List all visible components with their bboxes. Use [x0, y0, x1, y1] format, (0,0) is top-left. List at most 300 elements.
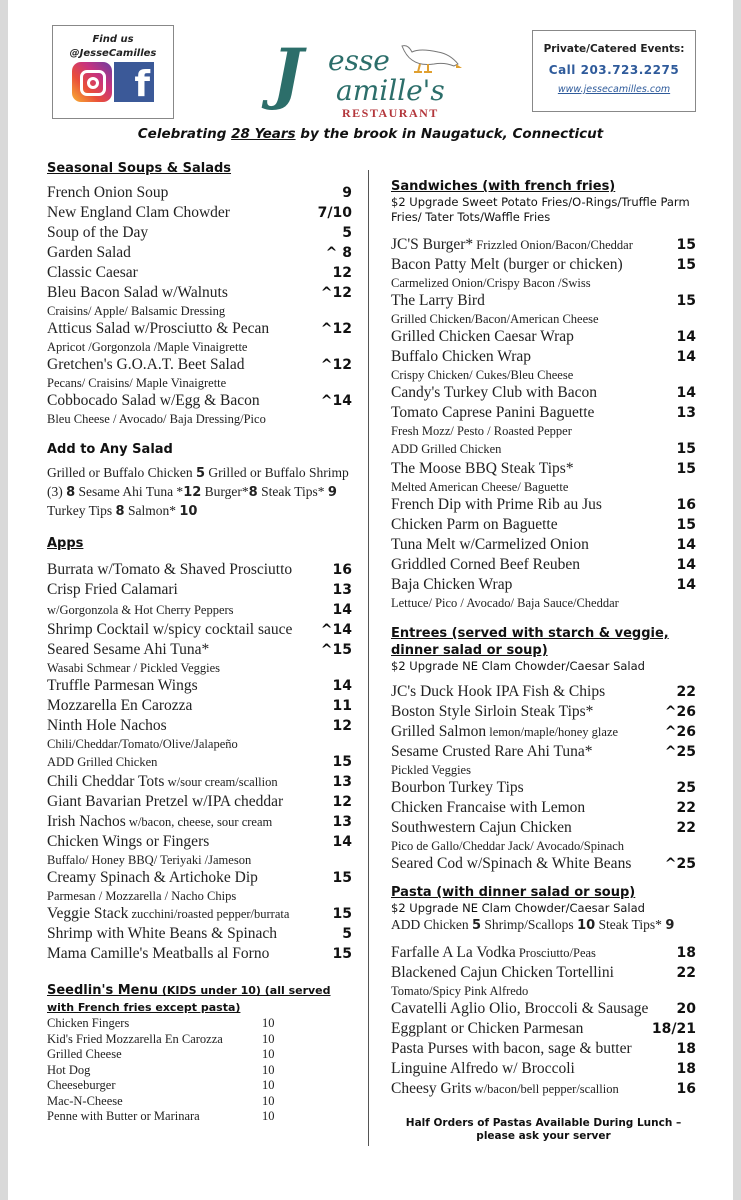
menu-item — [47, 772, 352, 792]
kids-list — [47, 1016, 352, 1125]
item-name — [391, 495, 602, 515]
item-price: 13 — [676, 405, 696, 421]
item-name-text: Chicken Parm on Baguette — [391, 516, 558, 533]
kids-item-price: 10 — [262, 1031, 275, 1046]
item-name-text: Cobbocado Salad w/Egg & Bacon — [47, 392, 260, 409]
menu-item — [391, 327, 696, 347]
tagline — [0, 126, 741, 142]
item-price: ^12 — [320, 357, 352, 373]
item-name — [391, 327, 574, 347]
addon-price: 9 — [327, 485, 337, 500]
tagline-post: by the brook in Naugatuck, Connecticut — [295, 126, 604, 142]
logo-word-jesse: esse — [328, 44, 390, 77]
item-price: 15 — [332, 906, 352, 922]
menu-item — [47, 812, 352, 832]
item-name-text: Cheesy Grits — [391, 1080, 472, 1097]
item-name — [391, 515, 558, 535]
item-price: ^25 — [664, 744, 696, 760]
item-price: 20 — [676, 1001, 696, 1017]
facebook-icon[interactable]: f — [114, 62, 154, 102]
menu-item — [47, 600, 352, 620]
events-box — [532, 30, 696, 112]
tagline-pre: Celebrating — [137, 126, 232, 142]
item-name-text: Mama Camille's Meatballs al Forno — [47, 945, 270, 962]
kids-item-name: Mac-N-Cheese — [47, 1093, 123, 1108]
item-name — [391, 963, 614, 983]
menu-item — [391, 818, 696, 838]
item-name — [47, 792, 283, 812]
item-price: 12 — [332, 718, 352, 734]
kids-title-rest: (KIDS under 10) (all served with French fries except pasta) — [47, 984, 331, 1014]
item-name — [391, 235, 633, 255]
item-price: ^14 — [320, 393, 352, 409]
item-name — [391, 255, 623, 275]
item-price: 16 — [676, 1081, 696, 1097]
item-price: 15 — [676, 517, 696, 533]
column-divider — [368, 170, 369, 1146]
item-price: 13 — [332, 774, 352, 790]
menu-item — [391, 255, 696, 275]
events-phone[interactable]: Call 203.723.2275 — [548, 63, 680, 77]
item-price: 16 — [332, 562, 352, 578]
kids-item-price: 10 — [262, 1109, 275, 1123]
item-name-text: Crisp Fried Calamari — [47, 581, 178, 598]
item-name — [47, 832, 209, 852]
item-description: Crispy Chicken/ Cukes/Bleu Cheese — [391, 368, 574, 382]
item-name — [47, 812, 272, 832]
section-title-soups-salads: Seasonal Soups & Salads — [47, 161, 232, 176]
add-salad-list — [47, 464, 352, 521]
item-name — [391, 702, 593, 722]
item-extra: Prosciutto/Peas — [515, 946, 596, 960]
menu-item — [47, 752, 352, 772]
item-name-text: French Dip with Prime Rib au Jus — [391, 496, 602, 513]
menu-item — [391, 943, 696, 963]
menu-item — [391, 459, 696, 479]
menu-item — [47, 904, 352, 924]
item-name-text: Boston Style Sirloin Steak Tips* — [391, 703, 594, 720]
item-price: ^12 — [320, 321, 352, 337]
item-name-text: Veggie Stack — [47, 905, 129, 922]
addon-price: 9 — [665, 918, 675, 933]
section-title-add-salad: Add to Any Salad — [47, 442, 173, 457]
menu-item — [391, 682, 696, 702]
item-extra: w/bacon/bell pepper/scallion — [471, 1082, 619, 1096]
menu-item — [391, 383, 696, 403]
item-name — [391, 1039, 632, 1059]
item-name — [47, 600, 234, 620]
item-price: 13 — [332, 582, 352, 598]
footer-line-1: Half Orders of Pastas Available During Lunch – — [405, 1117, 682, 1129]
item-name-text: Mozzarella En Carozza — [47, 697, 193, 714]
item-name-text: Bacon Patty Melt (burger or chicken) — [391, 256, 623, 273]
pasta-addons — [391, 916, 696, 935]
item-name-text: Pasta Purses with bacon, sage & butter — [391, 1040, 632, 1057]
menu-item — [47, 223, 352, 243]
menu-item — [391, 1079, 696, 1099]
item-name-text: Buffalo Chicken Wrap — [391, 348, 531, 365]
item-name-text: Seared Sesame Ahi Tuna* — [47, 641, 210, 658]
menu-item — [47, 355, 352, 375]
item-name-text: Candy's Turkey Club with Bacon — [391, 384, 598, 401]
menu-item — [391, 1059, 696, 1079]
section-title-sandwiches: Sandwiches (with french fries) — [391, 179, 616, 194]
item-name-text: Ninth Hole Nachos — [47, 717, 167, 734]
addon-label: ADD Chicken — [391, 917, 472, 932]
item-price: 14 — [676, 329, 696, 345]
addon-label: Grilled or Buffalo Shrimp (3) — [47, 465, 349, 499]
kids-item — [47, 1078, 352, 1094]
pasta-list — [391, 943, 696, 1099]
item-name — [47, 924, 277, 944]
item-price: 15 — [332, 946, 352, 962]
menu-item — [47, 716, 352, 736]
item-price: ^15 — [320, 642, 352, 658]
item-price: 16 — [676, 497, 696, 513]
item-name — [391, 459, 574, 479]
instagram-icon[interactable] — [72, 62, 112, 102]
addon-label: Salmon* — [124, 503, 180, 518]
find-us-label: Find us — [92, 34, 134, 45]
item-name — [391, 291, 485, 311]
social-box — [52, 25, 174, 119]
menu-item — [47, 203, 352, 223]
section-title-apps: Apps — [47, 536, 84, 551]
duck-icon — [398, 42, 464, 76]
item-price: 18 — [676, 1061, 696, 1077]
kids-title-main: Seedlin's Menu — [47, 983, 158, 998]
addon-label: Steak Tips* — [595, 917, 666, 932]
item-name-text: Farfalle A La Vodka — [391, 944, 516, 961]
item-description: Pickled Veggies — [391, 763, 471, 777]
kids-item — [47, 1063, 352, 1079]
item-name — [47, 243, 131, 263]
menu-item — [47, 580, 352, 600]
entrees-list — [391, 682, 696, 874]
item-price: 15 — [676, 461, 696, 477]
item-name-text: Soup of the Day — [47, 224, 149, 241]
item-price: ^12 — [320, 285, 352, 301]
logo-word-restaurant: RESTAURANT — [342, 106, 439, 120]
menu-item — [391, 1039, 696, 1059]
kids-item-name: Chicken Fingers — [47, 1016, 130, 1030]
item-price: 5 — [342, 225, 352, 241]
events-title: Private/Catered Events: — [543, 43, 685, 55]
item-name-text: The Moose BBQ Steak Tips* — [391, 460, 574, 477]
kids-item-price: 10 — [262, 1047, 275, 1061]
item-description: Pecans/ Craisins/ Maple Vinaigrette — [47, 376, 227, 390]
item-name — [47, 283, 228, 303]
item-name-text: Grilled Chicken Caesar Wrap — [391, 328, 574, 345]
item-name-text: Blackened Cajun Chicken Tortellini — [391, 964, 614, 981]
item-name-text: Seared Cod w/Spinach & White Beans — [391, 855, 632, 872]
item-name-text: Griddled Corned Beef Reuben — [391, 556, 580, 573]
addon-price: 10 — [577, 918, 596, 933]
item-name — [47, 772, 278, 792]
item-description: Buffalo/ Honey BBQ/ Teriyaki /Jameson — [47, 853, 252, 867]
item-name-text: The Larry Bird — [391, 292, 485, 309]
item-price: 25 — [676, 780, 696, 796]
item-name — [47, 580, 178, 600]
item-name-text: Classic Caesar — [47, 264, 138, 281]
item-price: 22 — [676, 800, 696, 816]
item-name — [391, 798, 585, 818]
footer-line-2: please ask your server — [476, 1130, 611, 1142]
soups-salads-list — [47, 183, 352, 427]
menu-item — [47, 263, 352, 283]
item-name-text: Bourbon Turkey Tips — [391, 779, 524, 796]
item-name — [391, 403, 594, 423]
item-name-text: w/Gorgonzola & Hot Cherry Peppers — [47, 603, 234, 617]
item-price: 15 — [676, 257, 696, 273]
menu-item — [47, 283, 352, 303]
item-extra: w/bacon, cheese, sour cream — [125, 815, 273, 829]
item-price: 12 — [332, 794, 352, 810]
item-name — [391, 943, 596, 963]
item-price: 14 — [332, 834, 352, 850]
item-price: 11 — [332, 698, 352, 714]
section-title-kids — [47, 982, 352, 1016]
item-name — [391, 854, 631, 874]
item-name — [47, 752, 157, 772]
item-extra: w/sour cream/scallion — [164, 775, 278, 789]
item-name — [391, 1059, 575, 1079]
logo-initial: J — [272, 34, 304, 112]
item-name — [391, 1019, 583, 1039]
menu-item — [391, 403, 696, 423]
item-extra: lemon/maple/honey glaze — [486, 725, 619, 739]
item-price: ^25 — [664, 856, 696, 872]
menu-item — [391, 439, 696, 459]
section-title-entrees: Entrees (served with starch & veggie, dinner salad or soup) — [391, 626, 669, 658]
item-price: 5 — [342, 926, 352, 942]
item-description: Fresh Mozz/ Pesto / Roasted Pepper — [391, 424, 572, 438]
item-name-text: Shrimp with White Beans & Spinach — [47, 925, 278, 942]
item-name-text: Cavatelli Aglio Olio, Broccoli & Sausage — [391, 1000, 649, 1017]
menu-item — [391, 963, 696, 983]
section-title-pasta: Pasta (with dinner salad or soup) — [391, 885, 636, 900]
menu-item — [391, 291, 696, 311]
item-name — [391, 555, 580, 575]
item-name-text: Chicken Francaise with Lemon — [391, 799, 586, 816]
menu-item — [391, 555, 696, 575]
item-name-text: Gretchen's G.O.A.T. Beet Salad — [47, 356, 245, 373]
item-description: Pico de Gallo/Cheddar Jack/ Avocado/Spinach — [391, 839, 625, 853]
addon-label: Shrimp/Scallops — [481, 917, 578, 932]
item-name-text: Chili Cheddar Tots — [47, 773, 165, 790]
item-price: 14 — [676, 557, 696, 573]
item-name — [47, 640, 209, 660]
item-name-text: JC'S Burger* — [391, 236, 474, 253]
item-extra: zucchini/roasted pepper/burrata — [128, 907, 290, 921]
menu-item — [47, 183, 352, 203]
item-name — [391, 535, 589, 555]
addon-label: Burger* — [201, 484, 249, 499]
apps-list — [47, 560, 352, 964]
item-price: 15 — [676, 441, 696, 457]
item-price: ^ 8 — [325, 245, 352, 261]
item-price: 22 — [676, 965, 696, 981]
website-link[interactable]: www.jessecamilles.com — [557, 84, 671, 95]
item-name-text: ADD Grilled Chicken — [47, 755, 158, 769]
pasta-footer — [391, 1117, 696, 1143]
addon-price: 5 — [195, 466, 206, 481]
item-price: 14 — [676, 349, 696, 365]
restaurant-logo — [270, 34, 470, 120]
item-name-text: Tomato Caprese Panini Baguette — [391, 404, 595, 421]
menu-item — [47, 319, 352, 339]
item-price: 22 — [676, 820, 696, 836]
kids-item — [47, 1016, 352, 1032]
item-name — [47, 183, 168, 203]
item-name-text: JC's Duck Hook IPA Fish & Chips — [391, 683, 606, 700]
item-price: 18/21 — [651, 1021, 696, 1037]
item-price: 14 — [332, 678, 352, 694]
item-price: ^26 — [664, 704, 696, 720]
menu-item — [47, 868, 352, 888]
item-extra: Frizzled Onion/Bacon/Cheddar — [473, 238, 633, 252]
item-name — [47, 223, 148, 243]
social-handle: @JesseCamilles — [69, 48, 157, 59]
menu-item — [391, 742, 696, 762]
item-name-text: Shrimp Cocktail w/spicy cocktail sauce — [47, 621, 293, 638]
item-name — [391, 575, 512, 595]
item-name-text: Bleu Bacon Salad w/Walnuts — [47, 284, 228, 301]
item-description: Grilled Chicken/Bacon/American Cheese — [391, 312, 599, 326]
kids-item-name: Grilled Cheese — [47, 1047, 122, 1061]
menu-item — [47, 391, 352, 411]
menu-item — [47, 640, 352, 660]
item-name — [391, 818, 572, 838]
item-price: 13 — [332, 814, 352, 830]
item-name-text: Chicken Wings or Fingers — [47, 833, 210, 850]
kids-item — [47, 1094, 352, 1110]
addon-price: 8 — [115, 504, 125, 519]
item-description: Apricot /Gorgonzola /Maple Vinaigrette — [47, 340, 248, 354]
menu-item — [47, 832, 352, 852]
sandwiches-note: $2 Upgrade Sweet Potato Fries/O-Rings/Truffle Parm Fries/ Tater Tots/Waffle Fries — [391, 195, 690, 224]
kids-item-price: 10 — [262, 1078, 275, 1092]
addon-price: 10 — [179, 504, 198, 519]
kids-item-name: Cheeseburger — [47, 1078, 116, 1092]
item-name — [391, 347, 531, 367]
item-price: 22 — [676, 684, 696, 700]
item-name-text: Truffle Parmesan Wings — [47, 677, 198, 694]
item-name-text: Tuna Melt w/Carmelized Onion — [391, 536, 589, 553]
item-price: 18 — [676, 1041, 696, 1057]
addon-label: Grilled or Buffalo Chicken — [47, 465, 196, 480]
item-price: 15 — [332, 754, 352, 770]
addon-price: 8 — [248, 485, 258, 500]
menu-item — [391, 798, 696, 818]
item-name-text: Linguine Alfredo w/ Broccoli — [391, 1060, 575, 1077]
item-name — [47, 355, 245, 375]
menu-item — [391, 778, 696, 798]
menu-item — [391, 347, 696, 367]
item-description: Melted American Cheese/ Baguette — [391, 480, 569, 494]
item-name — [47, 696, 192, 716]
item-name — [47, 391, 260, 411]
item-price: 14 — [332, 602, 352, 618]
menu-item — [391, 575, 696, 595]
item-price: 18 — [676, 945, 696, 961]
item-name — [47, 560, 292, 580]
menu-item — [47, 696, 352, 716]
kids-item — [47, 1032, 352, 1048]
item-name-text: Atticus Salad w/Prosciutto & Pecan — [47, 320, 270, 337]
item-name — [391, 742, 593, 762]
addon-price: 5 — [472, 918, 482, 933]
item-name — [47, 944, 269, 964]
item-name — [47, 620, 292, 640]
item-price: 15 — [676, 237, 696, 253]
right-column — [391, 178, 696, 1143]
item-name-text: Garden Salad — [47, 244, 131, 261]
tagline-years: 28 Years — [231, 126, 296, 142]
entrees-note: $2 Upgrade NE Clam Chowder/Caesar Salad — [391, 659, 645, 673]
item-price: 14 — [676, 577, 696, 593]
sandwiches-list — [391, 235, 696, 611]
logo-word-camilles: amille's — [336, 74, 445, 107]
item-name — [391, 383, 597, 403]
item-name-text: Giant Bavarian Pretzel w/IPA cheddar — [47, 793, 284, 810]
addon-label: Steak Tips* — [257, 484, 328, 499]
menu-item — [391, 515, 696, 535]
kids-item-name: Hot Dog — [47, 1062, 91, 1077]
menu-item — [391, 495, 696, 515]
menu-item — [391, 999, 696, 1019]
item-description: Tomato/Spicy Pink Alfredo — [391, 984, 529, 998]
kids-item-price: 10 — [262, 1016, 275, 1030]
left-column — [47, 160, 352, 1125]
item-name-text: French Onion Soup — [47, 184, 169, 201]
menu-item — [391, 235, 696, 255]
item-price: 14 — [676, 385, 696, 401]
item-description: Carmelized Onion/Crispy Bacon /Swiss — [391, 276, 591, 290]
menu-item — [391, 1019, 696, 1039]
kids-item-name: Kid's Fried Mozzarella En Carozza — [47, 1031, 223, 1046]
kids-item — [47, 1047, 352, 1063]
item-name — [391, 1079, 619, 1099]
menu-item — [47, 243, 352, 263]
pasta-note: $2 Upgrade NE Clam Chowder/Caesar Salad — [391, 901, 645, 915]
item-price: ^14 — [320, 622, 352, 638]
item-name — [47, 868, 258, 888]
item-name-text: ADD Grilled Chicken — [391, 442, 502, 456]
item-description: Chili/Cheddar/Tomato/Olive/Jalapeño — [47, 737, 238, 751]
addon-label: Turkey Tips — [47, 503, 116, 518]
item-name-text: New England Clam Chowder — [47, 204, 230, 221]
item-name — [47, 263, 138, 283]
item-name-text: Baja Chicken Wrap — [391, 576, 513, 593]
item-name-text: Burrata w/Tomato & Shaved Prosciutto — [47, 561, 293, 578]
kids-item-name: Penne with Butter or Marinara — [47, 1109, 200, 1123]
item-name — [391, 999, 648, 1019]
item-price: 15 — [332, 870, 352, 886]
item-name — [391, 778, 524, 798]
item-description: Bleu Cheese / Avocado/ Baja Dressing/Pico — [47, 412, 266, 426]
kids-item-price: 10 — [262, 1093, 275, 1108]
item-name-text: Creamy Spinach & Artichoke Dip — [47, 869, 258, 886]
menu-item — [391, 854, 696, 874]
item-description: Craisins/ Apple/ Balsamic Dressing — [47, 304, 226, 318]
item-description: Lettuce/ Pico / Avocado/ Baja Sauce/Cheddar — [391, 596, 619, 610]
menu-item — [391, 702, 696, 722]
menu-item — [47, 560, 352, 580]
addon-price: 12 — [183, 485, 202, 500]
item-price: ^26 — [664, 724, 696, 740]
item-price: 7/10 — [317, 205, 352, 221]
